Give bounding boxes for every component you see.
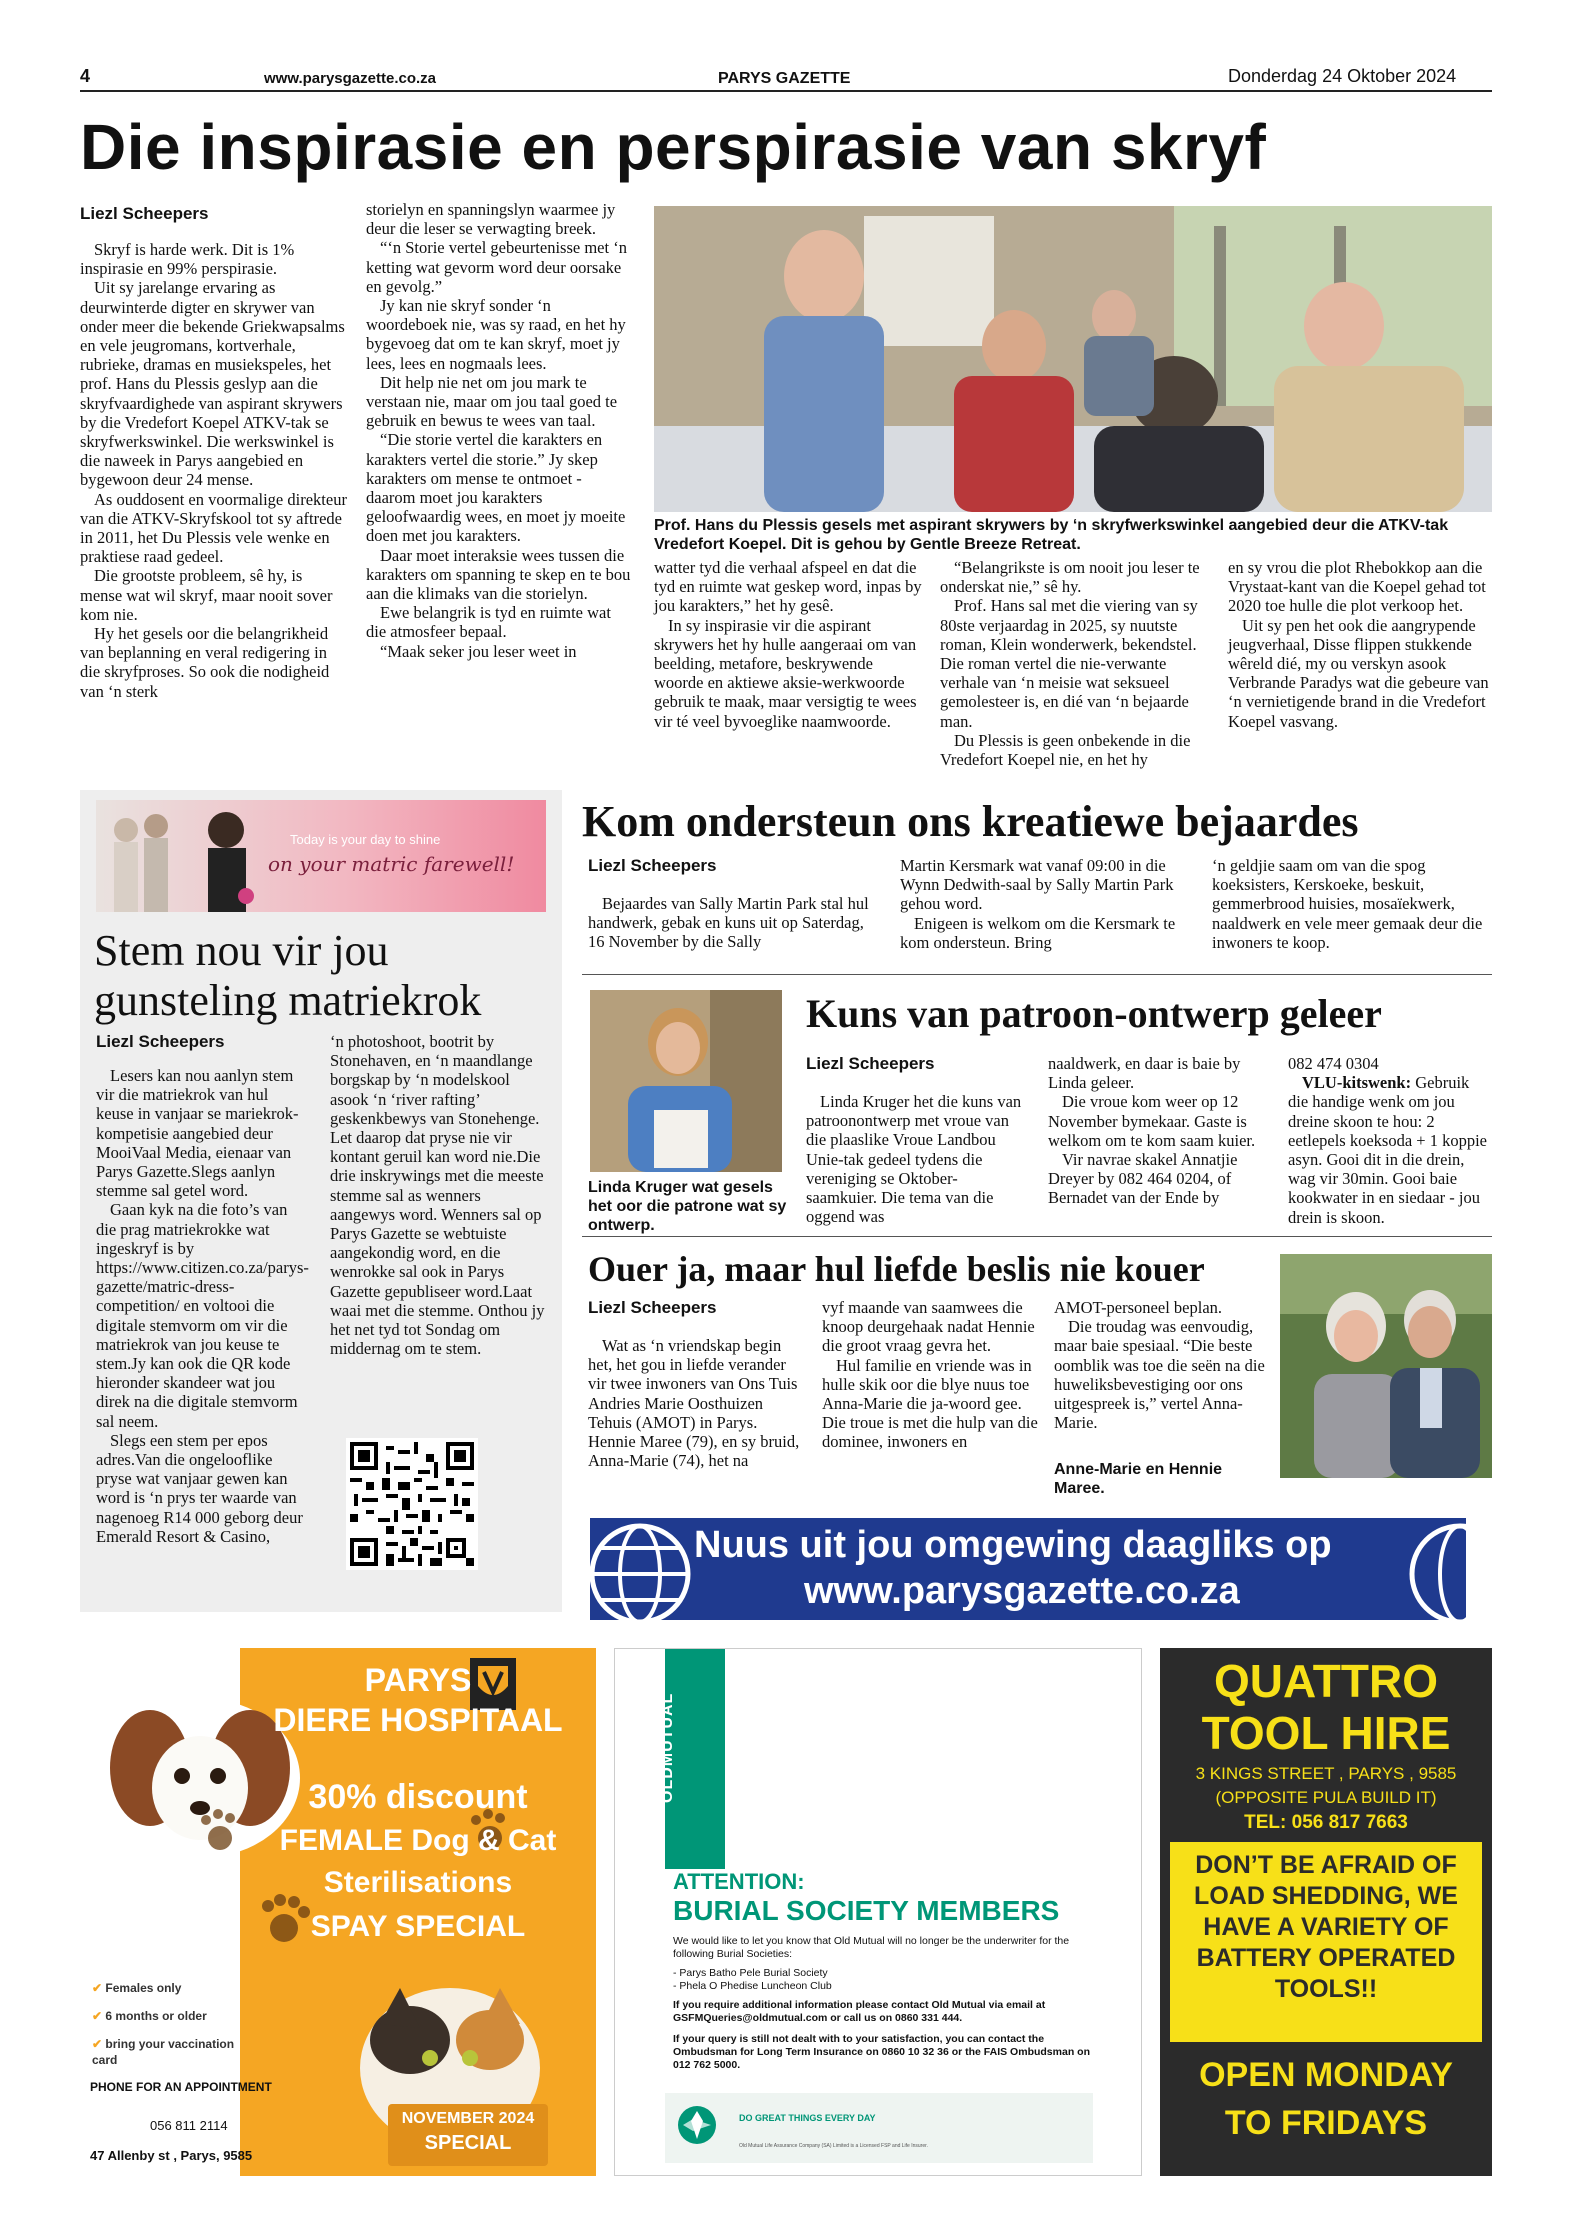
ad-vet-offer1: 30% discount bbox=[308, 1778, 528, 1816]
paragraph: Jy kan nie skryf sonder ‘n woordeboek nie, was sy raad, en het hy bygevoeg dat om te kan skryf, moet jy lees, lees en nogmaals lees. bbox=[366, 296, 626, 373]
bejaardes-headline: Kom ondersteun ons kreatiewe bejaardes bbox=[582, 797, 1359, 846]
paragraph: Skryf is harde werk. Dit is 1% inspirasie en 99% perspirasie. bbox=[80, 240, 295, 279]
globe-icon bbox=[1400, 1518, 1466, 1620]
section-rule bbox=[582, 974, 1492, 975]
ad-vet[interactable] bbox=[80, 1648, 596, 2176]
ad-oldmutual[interactable] bbox=[614, 1648, 1142, 2176]
paragraph: Hul familie en vriende was in hulle skik oor die blye nuus toe Anna-Marie die ja-woord gee. Die troue is met die hulp van die dominee, inwoners en bbox=[822, 1355, 1038, 1452]
ad-vet-title1: PARYS bbox=[364, 1662, 472, 1698]
ad-vet-bullets bbox=[92, 1980, 262, 2068]
paragraph: Die troudag was eenvoudig, maar baie spesiaal. “Die beste oomblik was toe die seën na die huweliksbevestiging oor ons uitgespreek is,” vertel Anna-Marie. bbox=[1054, 1317, 1265, 1433]
article1-col1 bbox=[80, 240, 348, 701]
paragraph: As ouddosent en voormalige direkteur van die ATKV-Skryfskool tot sy aftrede in 2011, het Du Plessis vele wenke en praktiese raad gedeel. bbox=[80, 489, 347, 567]
paragraph: Die vroue kom weer op 12 November bymekaar. Gaste is welkom om te kom saam kuier. bbox=[1048, 1092, 1256, 1150]
ad-quattro-title1: QUATTRO bbox=[1213, 1655, 1438, 1707]
linda-photo-illustration bbox=[590, 990, 782, 1172]
paragraph: Prof. Hans sal met die viering van sy 80ste verjaardag in 2025, sy nuutste roman, Klein wonderwerk, bekendstel. Die roman vertel die nie-verwante verhale van ‘n meisie wat seksueel gemolesteer is, en dié van ‘n bejaarde man. bbox=[940, 596, 1198, 731]
bullet-item: ✔ 6 months or older bbox=[92, 2009, 207, 2023]
matric-headline: Stem nou vir jou gunsteling matriekrok bbox=[94, 926, 482, 1025]
ad-vet-offer3: Sterilisations bbox=[323, 1866, 513, 1899]
ad-vet-offer4: SPAY SPECIAL bbox=[310, 1910, 526, 1943]
linda-photo-caption: Linda Kruger wat gesels het oor die patrone wat sy ontwerp. bbox=[588, 1179, 787, 1234]
ad-quattro-box-text: DON’T BE AFRAID OF LOAD SHEDDING, WE HAVE A VARIETY OF BATTERY OPERATED TOOLS!! bbox=[1194, 1851, 1458, 2003]
page-number: 4 bbox=[80, 66, 91, 86]
matric-col1 bbox=[96, 1066, 309, 1546]
qr-code[interactable] bbox=[346, 1438, 478, 1570]
kuns-headline: Kuns van patroon-ontwerp geleer bbox=[806, 991, 1382, 1036]
kuns-col2 bbox=[1048, 1054, 1266, 1208]
ad-oldmutual-intro: We would like to let you know that Old Mutual will no longer be the underwriter for the following Burial Societies: bbox=[673, 1935, 1070, 1960]
bejaardes-col3 bbox=[1212, 856, 1492, 952]
ad-oldmutual-footer bbox=[665, 2093, 1093, 2163]
matric-col2 bbox=[330, 1032, 546, 1358]
ouer-col2 bbox=[822, 1298, 1040, 1452]
kuns-col3 bbox=[1288, 1054, 1492, 1227]
issue-date: Donderdag 24 Oktober 2024 bbox=[1228, 66, 1457, 86]
article1-col3 bbox=[654, 558, 924, 731]
bullet-item: ✔ Females only bbox=[92, 1981, 182, 1995]
workshop-photo-caption: Prof. Hans du Plessis gesels met aspirant skrywers by ‘n skryfwerkswinkel aangebied deur die ATKV-tak Vredefort Koepel. Dit is gehou by Gentle Breeze Retreat. bbox=[654, 517, 1449, 553]
oldmutual-logo-icon bbox=[677, 2105, 717, 2145]
ouer-col1 bbox=[588, 1336, 806, 1470]
ad-oldmutual-brand: OLDMUTUAL bbox=[659, 1692, 676, 1803]
ad-quattro-tel[interactable]: TEL: 056 817 7663 bbox=[1244, 1812, 1408, 1833]
ad-quattro-title2: TOOL HIRE bbox=[1201, 1707, 1451, 1759]
paragraph: vyf maande van saamwees die knoop deurgehaak nadat Hennie die groot vraag gevra het. bbox=[822, 1298, 1035, 1356]
ad-vet-offer2: FEMALE Dog & Cat bbox=[279, 1824, 557, 1857]
matric-banner-line1: Today is your day to shine bbox=[290, 832, 441, 847]
workshop-photo-illustration bbox=[654, 206, 1492, 512]
kuns-byline: Liezl Scheepers bbox=[806, 1054, 935, 1073]
web-banner-line1: Nuus uit jou omgewing daagliks op bbox=[694, 1524, 1332, 1566]
paragraph: en sy vrou die plot Rhebokkop aan die Vrystaat-kant van die Koepel gehad tot 2020 toe hulle die plot verkoop het. bbox=[1228, 558, 1486, 616]
paragraph: Du Plessis is geen onbekende in die Vredefort Koepel nie, en het hy bbox=[940, 730, 1191, 770]
paragraph: “Belangrikste is om nooit jou leser te onderskat nie,” sê hy. bbox=[940, 558, 1200, 597]
ouer-headline: Ouer ja, maar hul liefde beslis nie kouer bbox=[588, 1249, 1205, 1289]
paragraph: “‘n Storie vertel gebeurtenisse met ‘n ketting wat gevorm word deur oorsake en gevolg.” bbox=[366, 238, 627, 296]
website-link[interactable]: www.parysgazette.co.za bbox=[264, 70, 437, 87]
section-rule bbox=[582, 1236, 1492, 1237]
check-icon: ✔ bbox=[92, 1981, 103, 1995]
paragraph: Slegs een stem per epos adres.Van die ongelooflike pryse wat vanjaar gewen kan word is ‘n prys ter waarde van nagenoeg R14 000 geborg deur Emerald Resort & Casino, bbox=[96, 1430, 303, 1546]
bejaardes-byline: Liezl Scheepers bbox=[588, 856, 717, 875]
paragraph: Bejaardes van Sally Martin Park stal hul handwerk, gebak en kuns uit op Saterdag, 16 November by die Sally bbox=[588, 894, 869, 952]
paragraph: ‘n geldjie saam om van die spog koeksisters, Kerskoeke, beskuit, gemmerbrood huisies, mosaïekwerk, naaldwerk en vele meer gemaak deur die inwoners te koop. bbox=[1212, 856, 1483, 952]
paper-name: PARYS GAZETTE bbox=[718, 70, 851, 87]
paragraph: “Maak seker jou leser weet in bbox=[380, 641, 577, 661]
bejaardes-col1 bbox=[588, 894, 878, 952]
ouer-byline: Liezl Scheepers bbox=[588, 1298, 717, 1317]
paragraph: Daar moet interaksie wees tussen die karakters om spanning te skep en te bou aan die klimaks van die storielyn. bbox=[366, 545, 631, 604]
paragraph: Vir navrae skakel Annatjie Dreyer by 082 464 0204, of Bernadet van der Ende by bbox=[1048, 1150, 1238, 1208]
bejaardes-col2 bbox=[900, 856, 1190, 952]
web-banner[interactable] bbox=[590, 1518, 1466, 1620]
paragraph: “Die storie vertel die karakters en karakters vertel die storie.” Jy skep karakters om mense te ontmoet - daarom moet jou karakters geloofwaardig wees, en moet jy moeite doen met jou karakters. bbox=[366, 430, 626, 546]
ad-quattro-opposite: (OPPOSITE PULA BUILD IT) bbox=[1215, 1788, 1437, 1807]
ad-quattro-open1: OPEN MONDAY bbox=[1199, 2056, 1453, 2094]
paragraph: AMOT-personeel beplan. bbox=[1054, 1298, 1223, 1317]
ad-quattro-open2: TO FRIDAYS bbox=[1224, 2104, 1428, 2142]
paragraph: watter tyd die verhaal afspeel en dat die tyd en ruimte wat geskep word, inpas by jou karakters,” het hy gesê. bbox=[654, 558, 922, 616]
couple-photo-caption: Anne-Marie en Hennie Maree. bbox=[1054, 1461, 1223, 1497]
ad-vet-phone-label: PHONE FOR AN APPOINTMENT bbox=[90, 2080, 272, 2094]
ad-oldmutual-legal: Old Mutual Life Assurance Company (SA) Limited is a Licensed FSP and Life Insurer. bbox=[739, 2143, 928, 2149]
paragraph: In sy inspirasie vir die aspirant skrywers het hy hulle aangeraai om van beelding, metafore, beskrywende woorde en aktiewe aksie-werkwoorde gebruik te maak, maar versigtig te wees vir té veel byvoeglike naamwoorde. bbox=[654, 615, 917, 731]
paragraph: Lesers kan nou aanlyn stem vir die matriekrok van hul keuse in vanjaar se mariekrok-kompetisie aangebied deur MooiVaal Media, eienaar van Parys Gazette.Slegs aanlyn stemme sal getel word. bbox=[96, 1066, 299, 1201]
paragraph: naaldwerk, en daar is baie by Linda geleer. bbox=[1048, 1054, 1241, 1093]
paragraph: Martin Kersmark wat vanaf 09:00 in die Wynn Dedwith-saal by Sally Martin Park gehou word. bbox=[900, 856, 1174, 914]
paragraph: Ewe belangrik is tyd en ruimte wat die atmosfeer bepaal. bbox=[366, 603, 611, 642]
globe-icon bbox=[590, 1518, 700, 1620]
paragraph: Dit help nie net om jou mark te verstaan nie, maar om jou taal goed te gebruik en bewus te wees van taal. bbox=[366, 372, 618, 431]
ad-quattro-address: 3 KINGS STREET , PARYS , 9585 bbox=[1195, 1764, 1457, 1783]
linda-photo bbox=[590, 990, 782, 1172]
paragraph: Gaan kyk na die foto’s van die prag matriekrokke wat ingeskryf is by https://www.citizen.co.za/parys-gazette/matric-dress-competition/ en voltooi die digitale stemvorm om vir die matriekrok van jou keuse te stem.Jy kan ook die QR kode hieronder skandeer wat jou direk na die digitale stemvorm sal neem. bbox=[96, 1200, 309, 1431]
paragraph: ‘n photoshoot, bootrit by Stonehaven, en ‘n maandlange borgskap by ‘n modelskool asook ‘n ‘river rafting’ geskenkbewys van Stonehenge. Let daarop dat pryse nie vir kontant geruil kan word nie.Die drie inskrywings met die meeste stemme sal as wenners aangewys word. Wenners sal op Parys Gazette se webtuiste aangekondig word, en die wenrokke sal ook in Parys Gazette gepubliseer word.Laat waai met die stemme. Onthou jy het net tyd tot Sondag om middernag om te stem. bbox=[330, 1032, 545, 1359]
check-icon: ✔ bbox=[92, 2009, 103, 2023]
check-icon: ✔ bbox=[92, 2037, 103, 2051]
tip-text: Gebruik die handige wenk om jou dreine skoon te hou: 2 eetlepels koeksoda + 1 koppie asyn. Gooi dit in die drein, wag vir 30min. Gooi baie kookwater in en siedaar - jou drein is skoon. bbox=[1288, 1073, 1487, 1227]
couple-photo-illustration bbox=[1280, 1254, 1492, 1478]
ad-oldmutual-tagline: DO GREAT THINGS EVERY DAY bbox=[739, 2113, 876, 2123]
ad-oldmutual-societies bbox=[673, 1967, 1093, 1993]
web-banner-line2: www.parysgazette.co.za bbox=[804, 1570, 1240, 1612]
masthead-rule bbox=[80, 90, 1492, 92]
society-item: - Phela O Phedise Luncheon Club bbox=[673, 1980, 832, 1992]
ad-vet-address: 47 Allenby st , Parys, 9585 bbox=[90, 2148, 253, 2163]
matric-byline: Liezl Scheepers bbox=[96, 1032, 225, 1051]
kuns-col1 bbox=[806, 1092, 1024, 1226]
article1-col4 bbox=[940, 558, 1212, 769]
qr-code-image bbox=[350, 1442, 474, 1566]
article1-byline: Liezl Scheepers bbox=[80, 204, 209, 223]
paragraph: Die grootste probleem, sê hy, is mense wat wil skryf, maar nooit sover kom nie. bbox=[80, 566, 333, 624]
paragraph: Uit sy pen het ook die aangrypende jeugverhaal, Disse flippen stukkende wêreld dié, my ou verskyn asook Verbrande Paradys wat die gebeure van ‘n vernietigende brand in die Vredefort Koepel vasvang. bbox=[1228, 615, 1489, 731]
ad-vet-badge1: NOVEMBER 2024 bbox=[401, 2110, 535, 2127]
ad-quattro[interactable] bbox=[1160, 1648, 1492, 2176]
article1-col2 bbox=[366, 200, 632, 661]
matric-banner-line2: on your matric farewell! bbox=[268, 852, 515, 876]
tip-label: VLU-kitswenk: bbox=[1302, 1073, 1412, 1093]
couple-photo bbox=[1280, 1254, 1492, 1478]
article1-headline: Die inspirasie en perspirasie van skryf bbox=[80, 111, 1267, 183]
article1-col5 bbox=[1228, 558, 1492, 731]
ad-vet-title2: DIERE HOSPITAAL bbox=[273, 1702, 563, 1738]
ad-oldmutual-contact: If you require additional information please contact Old Mutual via email at GSFMQueries@oldmutual.com or call us on 0860 331 444. bbox=[673, 1999, 1046, 2024]
paragraph: Uit sy jarelange ervaring as deurwinterde digter en skrywer van onder meer die bekende Griekwapsalms en vele jeugromans, kortverhale, rubrieke, dramas en musiekspeles, het prof. Hans du Plessis geslyp aan die skryfvaardighede van aspirant skrywers by die Vredefort Koepel ATKV-tak se skryfwerkswinkel. Die werkswinkel is die naweek in Parys aangebied en bygewoon deur 24 mense. bbox=[80, 278, 345, 490]
paragraph: Linda Kruger het die kuns van patroonontwerp met vroue van die plaaslike Vroue Landbou Unie-tak gedeel tydens die vereniging se Oktober-saamkuier. Die tema van die oggend was bbox=[806, 1092, 1022, 1227]
ouer-col3 bbox=[1054, 1298, 1268, 1432]
bullet-item: ✔ bring your vaccination card bbox=[92, 2037, 235, 2067]
phone-number: 082 474 0304 bbox=[1288, 1054, 1379, 1073]
society-item: - Parys Batho Pele Burial Society bbox=[673, 1967, 828, 1979]
ad-oldmutual-ombudsman: If your query is still not dealt with to your satisfaction, you can contact the Ombudsman for Long Term Insurance on 0860 10 32 36 or the FAIS Ombudsman on 012 762 5000. bbox=[673, 2033, 1090, 2071]
ad-vet-badge2: SPECIAL bbox=[424, 2132, 512, 2154]
ad-oldmutual-heading: BURIAL SOCIETY MEMBERS bbox=[673, 1895, 1060, 1926]
paragraph: Hy het gesels oor die belangrikheid van beplanning en veral redigering in die skryfproses. So ook die nodigheid van ‘n sterk bbox=[80, 624, 330, 701]
workshop-photo bbox=[654, 206, 1492, 512]
paragraph: storielyn en spanningslyn waarmee jy deur die leser se verwagting breek. bbox=[366, 200, 616, 239]
ad-vet-phone[interactable]: 056 811 2114 bbox=[150, 2118, 228, 2133]
paragraph: Wat as ‘n vriendskap begin het, het gou in liefde verander vir twee inwoners van Ons Tuis Andries Marie Oosthuizen Tehuis (AMOT) in Parys. Hennie Maree (79), en sy bruid, Anna-Marie (74), het na bbox=[588, 1336, 800, 1471]
ad-oldmutual-attention: ATTENTION: bbox=[673, 1869, 805, 1894]
paragraph: Enigeen is welkom om die Kersmark te kom ondersteun. Bring bbox=[900, 913, 1176, 952]
